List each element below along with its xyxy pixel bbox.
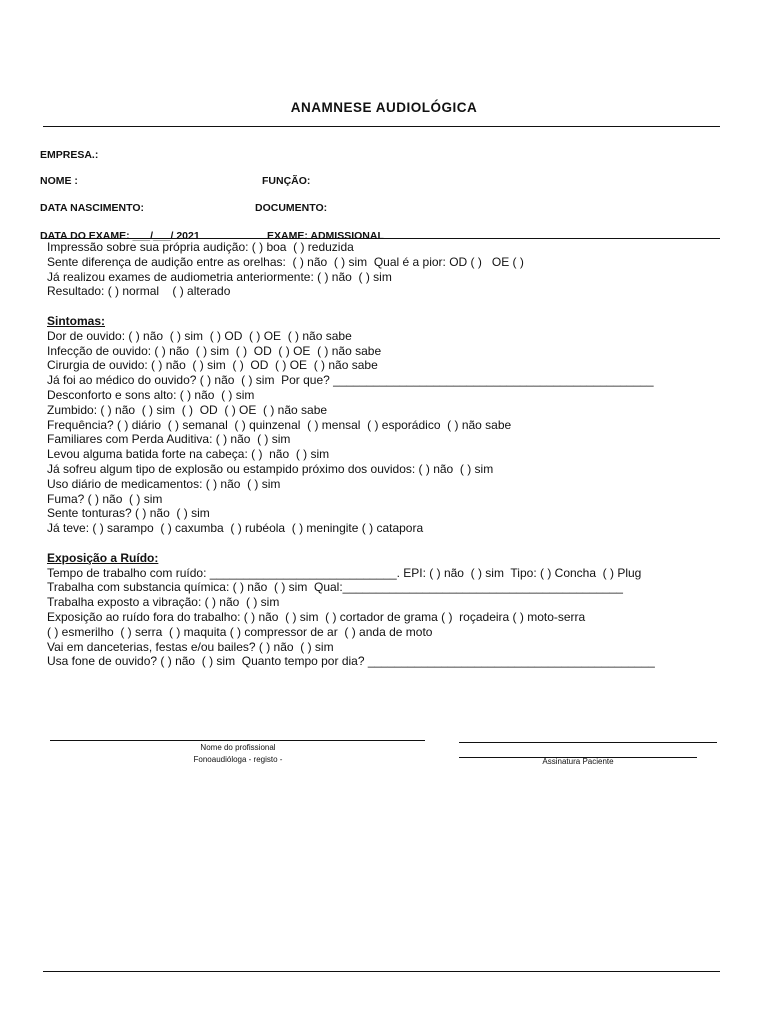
question-line: Dor de ouvido: ( ) não ( ) sim ( ) OD ( ) OE ( ) não sabe: [47, 328, 352, 343]
question-line: Vai em danceterias, festas e/ou bailes? ( ) não ( ) sim: [47, 639, 334, 654]
question-line: Cirurgia de ouvido: ( ) não ( ) sim ( ) OD ( ) OE ( ) não sabe: [47, 358, 378, 373]
nome-field-label: NOME :: [40, 175, 78, 187]
question-line: Uso diário de medicamentos: ( ) não ( ) sim: [47, 476, 281, 491]
question-line: Sente diferença de audição entre as orelhas: ( ) não ( ) sim Qual é a pior: OD ( ) OE ( ): [47, 254, 524, 269]
sintomas-section-title: Sintomas:: [47, 313, 106, 328]
patient-signature-line-upper: [459, 742, 717, 743]
question-line: Familiares com Perda Auditiva: ( ) não ( ) sim: [47, 432, 291, 447]
question-line: Exposição ao ruído fora do trabalho: ( ) não ( ) sim ( ) cortador de grama ( ) roçadeira ( ) moto-serra: [47, 609, 586, 624]
question-line: Já realizou exames de audiometria anteriormente: ( ) não ( ) sim: [47, 269, 392, 284]
document-title: ANAMNESE AUDIOLÓGICA: [290, 100, 478, 115]
exame-type-field-label: EXAME: ADMISSIONAL: [267, 230, 384, 242]
professional-role-caption: Fonoaudióloga - registo -: [193, 755, 283, 764]
question-line: Zumbido: ( ) não ( ) sim ( ) OD ( ) OE ( ) não sabe: [47, 402, 328, 417]
question-line: Tempo de trabalho com ruído: ____________________________. EPI: ( ) não ( ) sim Tipo: ( ) Concha ( ) Plug: [47, 565, 642, 580]
professional-name-caption: Nome do profissional: [200, 743, 276, 752]
question-line: Trabalha exposto a vibração: ( ) não ( ) sim: [47, 595, 280, 610]
empresa-field-label: EMPRESA.:: [40, 149, 99, 161]
data-exame-field-label: DATA DO EXAME: ___/___/ 2021: [40, 230, 200, 242]
question-line: ( ) esmerilho ( ) serra ( ) maquita ( ) compressor de ar ( ) anda de moto: [47, 624, 433, 639]
question-line: Infecção de ouvido: ( ) não ( ) sim ( ) OD ( ) OE ( ) não sabe: [47, 343, 382, 358]
question-line: Usa fone de ouvido? ( ) não ( ) sim Quanto tempo por dia? ___________________________________________: [47, 654, 655, 669]
documento-field-label: DOCUMENTO:: [255, 202, 328, 214]
footer-rule: [43, 971, 720, 972]
question-line: Resultado: ( ) normal ( ) alterado: [47, 284, 231, 299]
question-line: Sente tonturas? ( ) não ( ) sim: [47, 506, 210, 521]
professional-signature-line: [50, 740, 425, 741]
patient-signature-caption: Assinatura Paciente: [542, 757, 614, 766]
question-line: Já sofreu algum tipo de explosão ou estampido próximo dos ouvidos: ( ) não ( ) sim: [47, 461, 494, 476]
questionnaire: [47, 240, 747, 669]
question-line: Levou alguma batida forte na cabeça: ( ) não ( ) sim: [47, 447, 330, 462]
question-line: Já foi ao médico do ouvido? ( ) não ( ) sim Por que? ________________________________________________: [47, 373, 654, 388]
exposicao-section-title: Exposição a Ruído:: [47, 550, 159, 565]
question-line: Desconforto e sons alto: ( ) não ( ) sim: [47, 387, 255, 402]
funcao-field-label: FUNÇÃO:: [262, 175, 311, 187]
question-line: Frequência? ( ) diário ( ) semanal ( ) quinzenal ( ) mensal ( ) esporádico ( ) não sabe: [47, 417, 512, 432]
title-rule: [43, 126, 720, 127]
question-line: Trabalha com substancia química: ( ) não ( ) sim Qual:__________________________________________: [47, 580, 623, 595]
question-line: Já teve: ( ) sarampo ( ) caxumba ( ) rubéola ( ) meningite ( ) catapora: [47, 521, 424, 536]
data-nascimento-field-label: DATA NASCIMENTO:: [40, 202, 145, 214]
question-line: Impressão sobre sua própria audição: ( ) boa ( ) reduzida: [47, 240, 354, 254]
header-rule: [43, 238, 720, 239]
question-line: Fuma? ( ) não ( ) sim: [47, 491, 163, 506]
